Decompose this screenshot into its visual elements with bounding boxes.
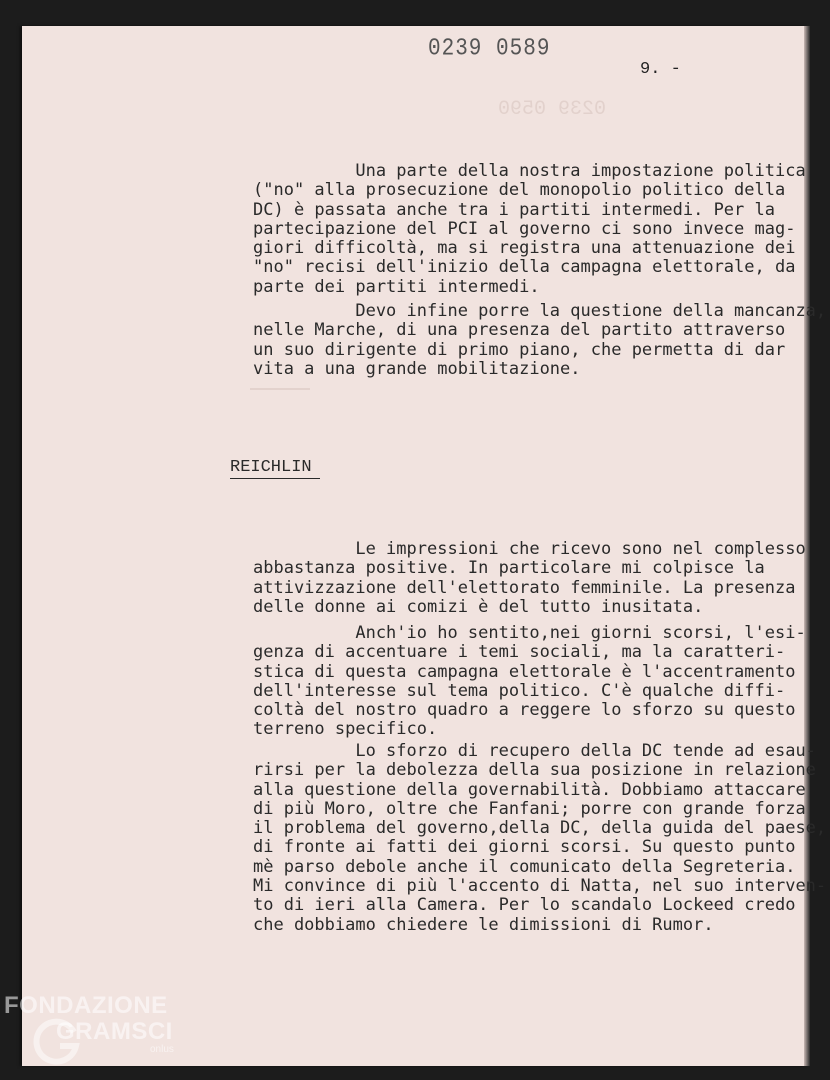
bleed-through-mark xyxy=(250,388,310,390)
paragraph: Una parte della nostra impostazione politica ("no" alla prosecuzione del monopolio politico della DC) è passata anche tra i partiti intermedi. Per la partecipazione del PCI al governo ci sono invece mag- giori difficoltà, ma si registra una attenuazione dei "no" recisi dell'inizio della campagna elettorale, da parte dei partiti intermedi. xyxy=(253,161,806,297)
paragraph: Lo sforzo di recupero della DC tende ad esau- rirsi per la debolezza della sua posizione in relazione alla questione della governabilità. Dobbiamo attaccare di più Moro, oltre che Fanfani; porre con grande forza il problema del governo,della DC, della guida del paese, di fronte ai fatti dei giorni scorsi. Su questo punto mè parso debole anche il comunicato della Segreteria. Mi convince di più l'accento di Natta, nel suo interven- to di ieri alla Camera. Per lo scandalo Lockeed credo che dobbiamo chiedere le dimissioni di Rumor. xyxy=(253,741,827,935)
paragraph: Devo infine porre la questione della mancanza, nelle Marche, di una presenza del partito attraverso un suo dirigente di primo piano, che permetta di dar vita a una grande mobilitazione. xyxy=(253,301,827,379)
speaker-heading: REICHLIN xyxy=(230,458,320,479)
watermark-logo xyxy=(4,992,174,1055)
watermark-line-2: GRAMSCI xyxy=(56,1018,173,1045)
archive-number: 0239 0589 xyxy=(428,36,551,63)
page-number: 9. - xyxy=(640,60,681,79)
paragraph: Anch'io ho sentito,nei giorni scorsi, l'esi- genza di accentuare i temi sociali, ma la caratteri- stica di questa campagna elettorale è l'accentramento dell'interesse sul tema politico. C'è qualche diffi- coltà del nostro quadro a reggere lo sforzo su questo terreno specifico. xyxy=(253,623,806,740)
watermark-line-1: FONDAZIONE xyxy=(4,992,168,1019)
paragraph: Le impressioni che ricevo sono nel complesso abbastanza positive. In particolare mi colpisce la attivizzazione dell'elettorato femminile. La presenza delle donne ai comizi è del tutto inusitata. xyxy=(253,539,806,617)
bleed-through-mark: 0239 0590 xyxy=(498,98,607,121)
watermark-line-3: onlus xyxy=(150,1044,174,1055)
